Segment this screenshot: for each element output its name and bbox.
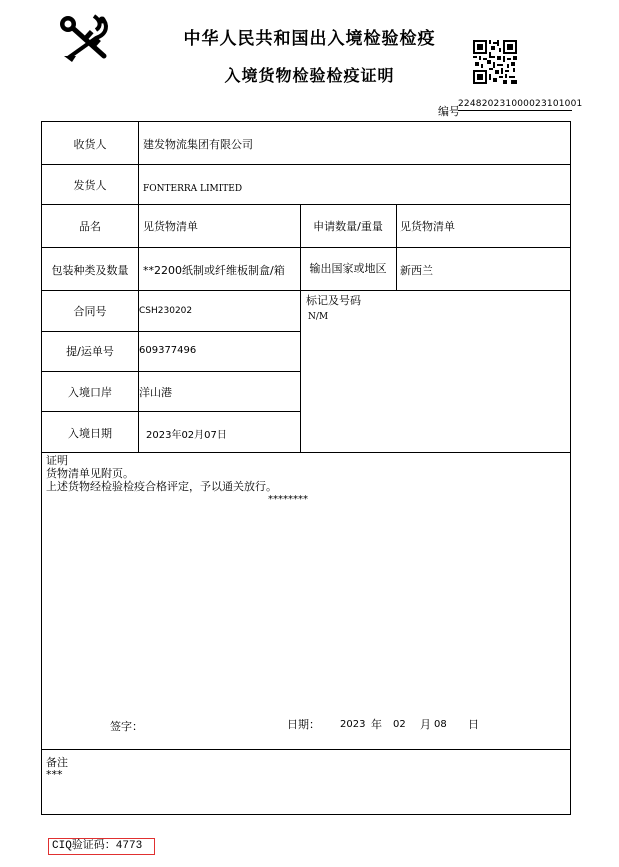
certification-stars: ********: [268, 494, 308, 505]
sign-date-label: 日期：: [287, 718, 320, 731]
remarks-value: ***: [46, 768, 63, 781]
sign-year-unit: 年: [371, 718, 382, 731]
sign-month: 02: [393, 719, 406, 730]
sign-day: 08: [434, 719, 447, 730]
certificate-number: 224820231000023101001: [458, 99, 583, 109]
sign-day-unit: 日: [468, 718, 479, 731]
bill-of-lading-label: 提/运单号: [66, 345, 114, 358]
document-subtitle: 入境货物检验检疫证明: [224, 66, 395, 85]
qr-code-icon: [473, 40, 517, 84]
sign-month-unit: 月: [420, 718, 431, 731]
product-label: 品名: [79, 220, 101, 233]
contract-label: 合同号: [73, 305, 107, 318]
bill-of-lading-value: 609377496: [139, 345, 197, 356]
quantity-label: 申请数量/重量: [313, 220, 383, 233]
consignor-value: FONTERRA LIMITED: [143, 184, 243, 194]
certification-line-1: 货物清单见附页。: [46, 467, 134, 480]
quantity-value: 见货物清单: [400, 220, 455, 233]
document-title: 中华人民共和国出入境检验检疫: [183, 29, 436, 49]
entry-port-value: 洋山港: [139, 386, 172, 399]
certificate-number-label: 编号: [438, 105, 460, 118]
package-label: 包装种类及数量: [51, 264, 129, 277]
origin-value: 新西兰: [400, 264, 433, 277]
certification-line-2: 上述货物经检验检疫合格评定，予以通关放行。: [46, 480, 277, 493]
origin-label: 输出国家或地区: [309, 262, 387, 275]
ciq-verification-code: CIQ验证码：4773: [48, 838, 155, 855]
product-value: 见货物清单: [143, 220, 198, 233]
consignee-label: 收货人: [73, 138, 107, 151]
marks-value: N/M: [308, 312, 329, 322]
contract-value: CSH230202: [139, 306, 193, 316]
package-value: **2200纸制或纤维板制盒/箱: [143, 264, 285, 277]
consignor-label: 发货人: [73, 179, 107, 192]
marks-label: 标记及号码: [306, 294, 361, 307]
entry-date-value: 2023年02月07日: [146, 430, 227, 441]
signature-label: 签字：: [110, 720, 143, 733]
sign-year: 2023: [340, 719, 366, 730]
consignee-value: 建发物流集团有限公司: [143, 138, 253, 151]
entry-date-label: 入境日期: [68, 427, 112, 440]
remarks-heading: 备注: [46, 756, 68, 769]
certification-heading: 证明: [46, 454, 68, 467]
entry-port-label: 入境口岸: [68, 386, 112, 399]
certificate-form: [41, 121, 571, 815]
